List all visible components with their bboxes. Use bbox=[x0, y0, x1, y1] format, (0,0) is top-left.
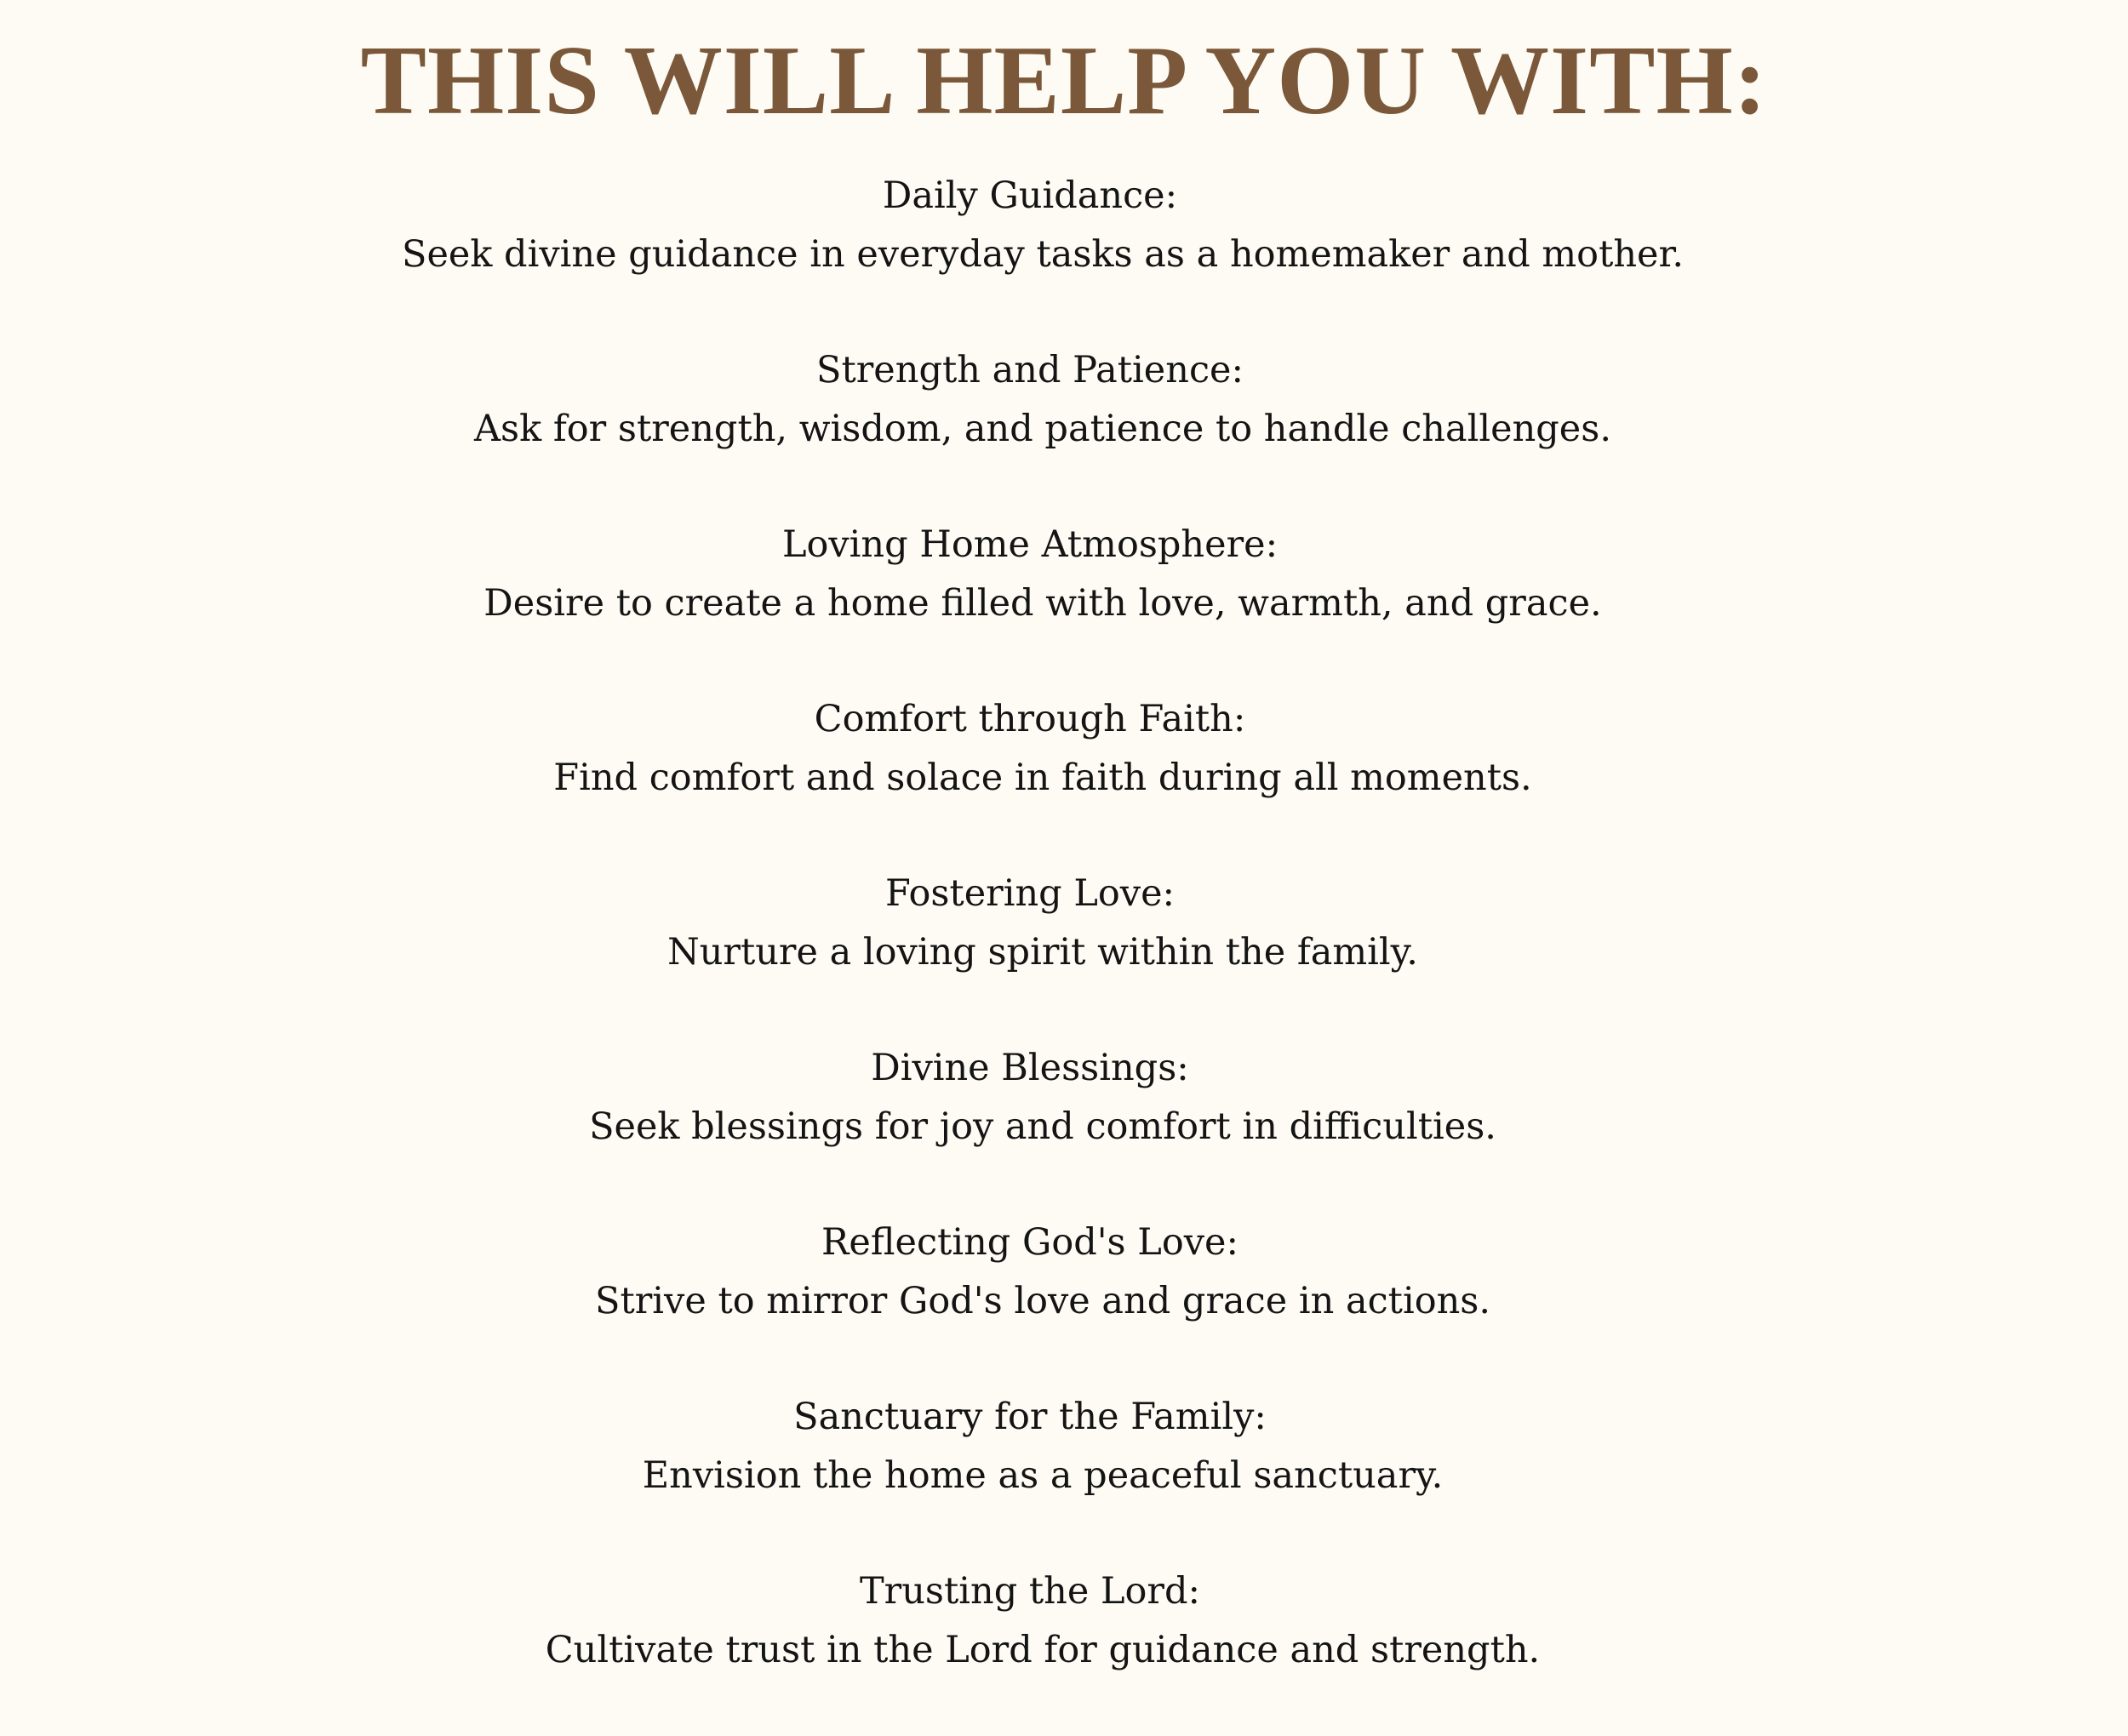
list-item-loving-home-atmosphere bbox=[0, 515, 2128, 689]
item-description: Cultivate trust in the Lord for guidance and strength. bbox=[545, 1629, 1541, 1671]
item-description: Envision the home as a peaceful sanctuary. bbox=[642, 1454, 1444, 1497]
item-description: Find comfort and solace in faith during all moments. bbox=[553, 757, 1532, 799]
benefits-list bbox=[0, 166, 2128, 1736]
list-item-daily-guidance bbox=[0, 166, 2128, 340]
item-heading: Fostering Love: bbox=[884, 872, 1176, 915]
item-description: Ask for strength, wisdom, and patience to handle challenges. bbox=[474, 408, 1611, 450]
item-heading: Loving Home Atmosphere: bbox=[781, 523, 1279, 566]
list-item-comfort-through-faith bbox=[0, 689, 2128, 864]
item-description: Strive to mirror God's love and grace in actions. bbox=[594, 1280, 1491, 1322]
list-item-divine-blessings bbox=[0, 1038, 2128, 1213]
item-heading: Sanctuary for the Family: bbox=[793, 1396, 1267, 1438]
list-item-trusting-the-lord bbox=[0, 1562, 2128, 1736]
item-description: Desire to create a home filled with love, warmth, and grace. bbox=[483, 582, 1602, 625]
list-item-fostering-love bbox=[0, 864, 2128, 1038]
item-heading: Strength and Patience: bbox=[816, 349, 1244, 391]
item-heading: Trusting the Lord: bbox=[859, 1570, 1201, 1613]
item-heading: Comfort through Faith: bbox=[814, 698, 1246, 740]
list-item-sanctuary-for-the-family bbox=[0, 1387, 2128, 1562]
list-item-strength-and-patience bbox=[0, 340, 2128, 515]
item-heading: Reflecting God's Love: bbox=[821, 1221, 1238, 1264]
item-heading: Daily Guidance: bbox=[882, 174, 1178, 217]
item-description: Seek blessings for joy and comfort in difficulties. bbox=[589, 1105, 1496, 1148]
item-description: Seek divine guidance in everyday tasks as a homemaker and mother. bbox=[401, 233, 1684, 276]
item-description: Nurture a loving spirit within the family. bbox=[667, 931, 1418, 974]
item-heading: Divine Blessings: bbox=[871, 1047, 1189, 1089]
list-item-reflecting-gods-love bbox=[0, 1213, 2128, 1387]
page-title: THIS WILL HELP YOU WITH: bbox=[360, 26, 1768, 135]
